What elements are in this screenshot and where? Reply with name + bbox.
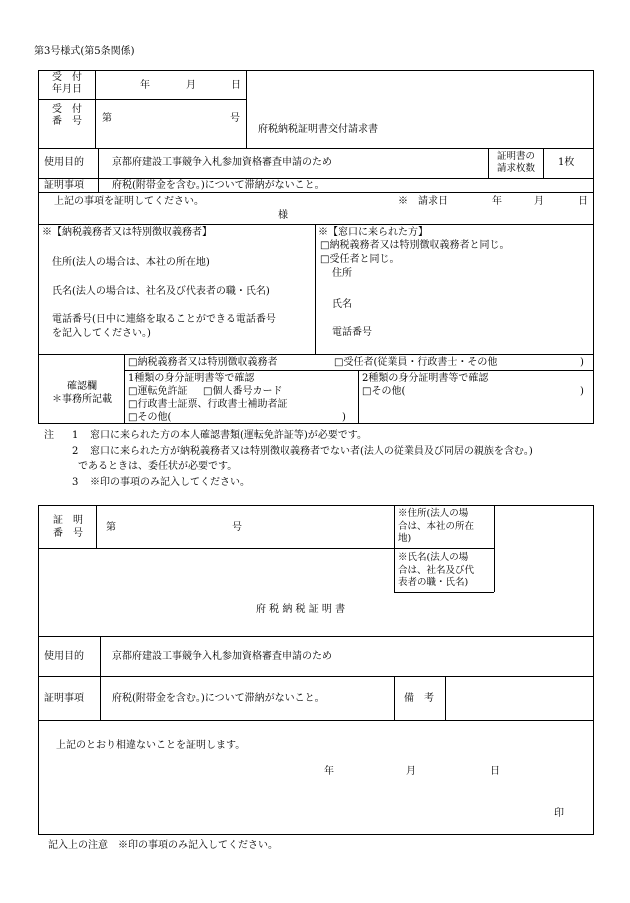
visitor-same-agent-checkbox[interactable]: □ 受任者と同じ。 [320, 254, 399, 266]
copies-label: 証明書の 請求枚数 [496, 151, 535, 174]
note-1-number: 1 [72, 430, 79, 441]
certify-item-label: 証明事項 [44, 180, 84, 191]
confirm-taxpayer-checkbox[interactable]: □ 納税義務者又は特別徴収義務者 [128, 357, 277, 369]
confirm-agent-close: ) [580, 357, 584, 368]
certificate-number-prefix: 第 [106, 522, 116, 533]
certificate-name-field[interactable] [495, 549, 593, 592]
request-date-year[interactable]: 年 [492, 196, 502, 207]
certificate-date-month: 月 [406, 766, 416, 777]
id2-other-close: ) [580, 386, 584, 397]
certificate-name-label: ※氏名(法人の場 合は、社名及び代 表者の職・氏名) [398, 552, 475, 588]
note-2b: であるときは、委任状が必要です。 [78, 461, 238, 472]
receipt-date-label: 受 付 年月日 [52, 72, 82, 95]
note-2a: 窓口に来られた方が納税義務者又は特別徴収義務者でない者(法人の従業員及び同居の親族を含む。) [90, 446, 533, 457]
taxpayer-phone-field[interactable]: 電話番号(日中に連絡を取ることができる電話番号 を記入してください。) [52, 314, 276, 339]
visitor-address-field[interactable]: 住所 [332, 268, 352, 279]
certificate-address-label: ※住所(法人の場 合は、本社の所在 地) [398, 508, 475, 544]
taxpayer-heading: ※【納税義務者又は特別徴収義務者】 [42, 227, 212, 238]
id1-other-checkbox[interactable]: □ その他( [128, 412, 171, 424]
id1-heading: 1種類の身分証明書等で確認 [128, 373, 255, 384]
certificate-date-year: 年 [324, 766, 334, 777]
note-3: ※印の事項のみ記入してください。 [90, 477, 250, 488]
certificate-number-label: 証 明 番 号 [53, 515, 83, 539]
receipt-number-label: 受 付 番 号 [52, 104, 82, 127]
addressee-suffix: 様 [278, 210, 288, 221]
form-number-label: 第3号様式(第5条関係) [34, 46, 135, 57]
request-date-month[interactable]: 月 [534, 196, 544, 207]
request-text: 上記の事項を証明してください。 [54, 196, 204, 207]
confirm-agent-checkbox[interactable]: □ 受任者(従業員・行政書士・その他 [334, 357, 497, 369]
receipt-number-suffix: 号 [230, 113, 240, 124]
certify-item-value: 府税(附帯金を含む。)について滞納がないこと。 [112, 180, 325, 191]
certificate-address-field[interactable] [495, 506, 593, 548]
certify-text: 上記のとおり相違ないことを証明します。 [56, 740, 246, 751]
purpose-value: 京都府建設工事競争入札参加資格審査申請のため [112, 157, 332, 168]
receipt-date-day[interactable]: 日 [231, 80, 241, 91]
confirm-label: 確認欄 ＊事務所記載 [52, 381, 112, 405]
visitor-heading: ※【窓口に来られた方】 [318, 227, 428, 238]
footer-note: 記入上の注意 ※印の事項のみ記入してください。 [48, 840, 278, 851]
copies-value: 1枚 [558, 157, 575, 168]
note-3-number: 3 [72, 477, 79, 488]
note-2-number: 2 [72, 446, 79, 457]
certificate-item-label: 証明事項 [44, 693, 84, 704]
visitor-same-taxpayer-checkbox[interactable]: □ 納税義務者又は特別徴収義務者と同じ。 [320, 240, 509, 252]
seal-mark: 印 [554, 808, 564, 819]
receipt-date-month[interactable]: 月 [186, 80, 196, 91]
note-1: 窓口に来られた方の本人確認書類(運転免許証等)が必要です。 [90, 430, 368, 441]
request-form-title: 府税納税証明書交付請求書 [258, 124, 378, 135]
purpose-label: 使用目的 [44, 157, 84, 168]
certificate-date-day: 日 [490, 766, 500, 777]
request-date-label: ※ 請求日 [398, 196, 448, 207]
certificate-remarks-field[interactable] [446, 677, 593, 720]
request-date-day[interactable]: 日 [578, 196, 588, 207]
visitor-phone-field[interactable]: 電話番号 [332, 327, 372, 338]
id1-mynumber-checkbox[interactable]: □ 個人番号カード [203, 386, 282, 398]
certificate-title: 府 税 納 税 証 明 書 [256, 604, 346, 615]
id1-license-checkbox[interactable]: □ 運転免許証 [128, 386, 187, 398]
id1-other-close: ) [342, 412, 346, 423]
visitor-name-field[interactable]: 氏名 [332, 299, 352, 310]
certificate-purpose-value: 京都府建設工事競争入札参加資格審査申請のため [112, 651, 332, 662]
id2-heading: 2種類の身分証明書等で確認 [362, 373, 489, 384]
taxpayer-name-field[interactable]: 氏名(法人の場合は、社名及び代表者の職・氏名) [52, 286, 270, 297]
id1-scrivener-checkbox[interactable]: □ 行政書士証票、行政書士補助者証 [128, 399, 287, 411]
notes-label: 注 [44, 430, 54, 441]
certificate-purpose-label: 使用目的 [44, 651, 84, 662]
taxpayer-address-field[interactable]: 住所(法人の場合は、本社の所在地) [52, 257, 210, 268]
certificate-number-suffix: 号 [232, 522, 242, 533]
certificate-remarks-label: 備 考 [404, 693, 434, 704]
receipt-date-year[interactable]: 年 [140, 80, 150, 91]
receipt-number-prefix: 第 [102, 113, 112, 124]
certificate-item-value: 府税(附帯金を含む。)について滞納がないこと。 [112, 693, 325, 704]
id2-other-checkbox[interactable]: □ その他( [362, 386, 405, 398]
